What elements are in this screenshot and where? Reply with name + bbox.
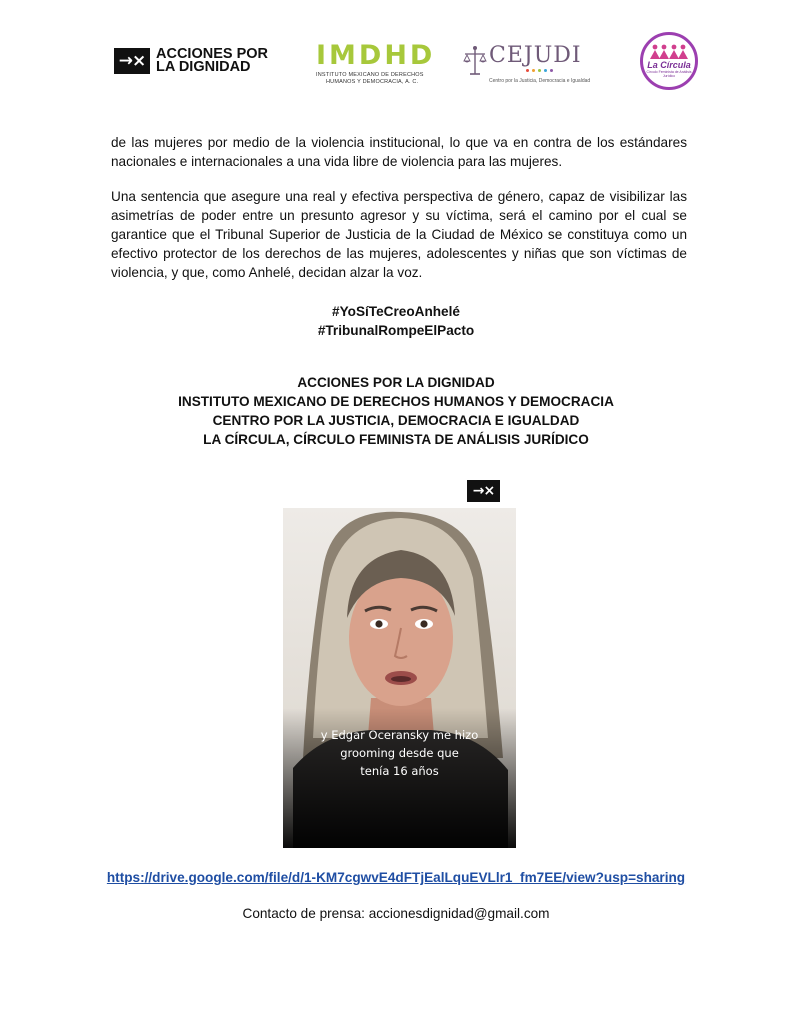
paragraph-1: de las mujeres por medio de la violencia institucional, lo que va en contra de los estándares nacionales e internacionales a una vida libre de violencia para las mujeres.: [111, 135, 687, 169]
scales-of-justice-icon: [463, 44, 487, 78]
paragraph-2: Una sentencia que asegure una real y efectiva perspectiva de género, capaz de visibilizar las asimetrías de poder entre un presunto agresor y su víctima, será el camino por el cual se garantice que el Tribunal Superior de Justicia de la Ciudad de México se constituya como un efectivo protector de los derechos de las mujeres, adolescentes y niñas que son víctimas de violencia, y que, como Anhelé, decidan alzar la voz.: [111, 189, 687, 280]
apd-logo-mark-icon: →×: [114, 48, 150, 74]
cejudi-logo-sub: Centro por la Justicia, Democracia e Igualdad: [489, 78, 591, 84]
circula-logo-sub: Círculo Feminista de Análisis Jurídico: [646, 70, 692, 78]
speaker-portrait-illustration: [283, 508, 516, 848]
signatory-apd: ACCIONES POR LA DIGNIDAD: [297, 375, 495, 390]
press-contact: Contacto de prensa: accionesdignidad@gmail.com: [242, 906, 550, 921]
press-release-body: [111, 133, 687, 282]
imdhd-logo: [316, 42, 435, 85]
cejudi-logo: [463, 44, 590, 84]
apd-logo-line1: ACCIONES POR: [156, 46, 268, 62]
hashtags: [0, 302, 792, 340]
hashtag-tribunalrompeelpacto: #TribunalRompeElPacto: [317, 323, 475, 338]
hashtag-yositecreoanhele: #YoSíTeCreoAnhelé: [332, 304, 460, 319]
circula-figures-icon: [649, 44, 689, 60]
caption-line-3: tenía 16 años: [360, 764, 439, 778]
video-caption: [283, 726, 516, 780]
signatory-imdhd: INSTITUTO MEXICANO DE DERECHOS HUMANOS Y DEMOCRACIA: [178, 394, 614, 409]
acciones-por-la-dignidad-logo: [114, 48, 268, 74]
cejudi-color-dots: [489, 69, 590, 72]
signatories: [0, 373, 792, 449]
video-apd-mark-icon: →×: [467, 480, 500, 502]
imdhd-logo-sub2: HUMANOS Y DEMOCRACIA, A. C.: [326, 78, 419, 85]
circula-logo-name: La Círcula: [647, 60, 691, 70]
signatory-circula: LA CÍRCULA, CÍRCULO FEMINISTA DE ANÁLISIS JURÍDICO: [203, 432, 589, 447]
caption-line-2: grooming desde que: [340, 746, 459, 760]
signatory-cejudi: CENTRO POR LA JUSTICIA, DEMOCRACIA E IGUALDAD: [212, 413, 580, 428]
cejudi-logo-name: CEJUDI: [489, 43, 582, 68]
video-still: [283, 476, 516, 848]
header-logos: [0, 40, 792, 100]
video-frame: [283, 508, 516, 848]
imdhd-logo-word: IMDHD: [316, 40, 436, 71]
imdhd-logo-sub1: INSTITUTO MEXICANO DE DERECHOS: [316, 72, 424, 78]
la-circula-logo: [640, 32, 698, 90]
video-drive-link[interactable]: https://drive.google.com/file/d/1-KM7cgwvE4dFTjEalLquEVLlr1_fm7EE/view?usp=sharing: [106, 870, 686, 885]
caption-line-1: y Edgar Oceransky me hizo: [320, 728, 479, 742]
apd-logo-line2: LA DIGNIDAD: [156, 59, 251, 75]
